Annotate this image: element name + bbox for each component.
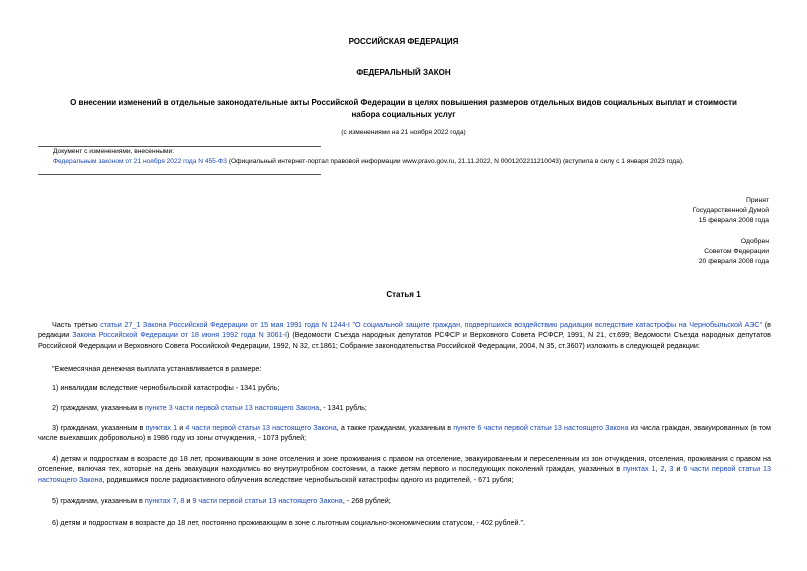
amendment-note: (с изменениями на 21 ноября 2022 года): [341, 129, 466, 136]
approved-body: Советом Федерации: [704, 248, 769, 256]
law-title: О внесении изменений в отдельные законодательные акты Российской Федерации в целях повышения размеров отдельных видов социальных выплат и стоимости набора социальных услуг: [70, 98, 737, 119]
item-2-link[interactable]: пункте 3 части первой статьи 13 настоящего Закона: [144, 403, 320, 412]
item-4-text-2: ,: [655, 464, 661, 474]
intro-text-1: Часть третью: [52, 320, 101, 329]
intro-text-3: ) (Ведомости Съезда народных депутатов РСФСР и Верховного Совета РСФСР, 1991, N 21, ст.699; Ведомости Съезда народных депутатов Российской Федерации и Верховного Совета Российской Федерации, 1992, N 32, ст.1861; Собрание законодательства Российской Федерации, 2004, N 35, ст.3607) изложить в следующей редакции:: [38, 330, 771, 350]
adopted-line: Принят: [745, 197, 769, 204]
item-5-link-3[interactable]: 9 части первой статьи 13 настоящего Закона: [192, 496, 343, 505]
approved-block: [699, 237, 769, 268]
article-title: Статья 1: [386, 290, 421, 299]
intro-text-2: (в редакции: [38, 320, 771, 340]
item-5-text-2: ,: [176, 496, 181, 505]
item-3-text-2: и: [177, 423, 186, 432]
item-1: 1) инвалидам вследствие чернобыльской катастрофы - 1341 рубль;: [52, 383, 280, 392]
paragraph-intro: [38, 320, 771, 351]
item-4-link-4[interactable]: 6 части первой статьи 13 настоящего Закона: [38, 464, 772, 484]
item-4-link-2[interactable]: 2: [660, 464, 665, 474]
item-4-text-1: 4) детям и подросткам в возрасте до 18 лет, проживающим в зоне отселения и зоне проживания с правом на отселение, эвакуированным и переселенным из зон отчуждения, отселения, проживания с правом на отселение, включая тех, которые на день эвакуации находились во внутриутробном состоянии, а также детям первого и последующих поколений граждан, указанных в: [38, 454, 771, 474]
item-4-text-3: ,: [664, 464, 670, 474]
item-4: [38, 454, 771, 485]
item-4-link-1[interactable]: пунктах 1: [623, 464, 656, 474]
adopted-body: Государственной Думой: [692, 207, 769, 215]
item-6: 6) детям и подросткам в возрасте до 18 лет, постоянно проживающим в зоне с льготным социально-экономическим статусом, - 402 рублей.".: [52, 518, 526, 527]
item-3-text-3: , а также гражданам, указанным в: [336, 423, 454, 432]
adopted-block: [693, 196, 769, 227]
item-3-link-3[interactable]: пункте 6 части первой статьи 13 настоящего Закона: [453, 423, 629, 432]
item-5-link-2[interactable]: 8: [180, 496, 185, 505]
changes-label: Документ с изменениями, внесенными:: [53, 148, 175, 155]
item-3: [38, 423, 771, 444]
item-4-link-3[interactable]: 3: [669, 464, 674, 474]
item-3-link-1[interactable]: пунктах 1: [145, 423, 178, 432]
changes-box: [53, 147, 793, 166]
approved-date: 20 февраля 2008 года: [698, 258, 769, 266]
adopted-date: 15 февраля 2008 года: [698, 217, 769, 225]
law-type-heading: ФЕДЕРАЛЬНЫЙ ЗАКОН: [356, 68, 451, 77]
item-5-text-4: , - 268 рублей;: [342, 496, 391, 505]
changes-bottom-divider: [38, 174, 321, 175]
changes-text: [53, 157, 793, 167]
item-2-text-1: 2) гражданам, указанным в: [52, 403, 145, 412]
item-5: [38, 496, 771, 506]
item-3-text-4: из числа граждан, эвакуированных (в том числе выехавших добровольно) в 1986 году из зоны отчуждения, - 1073 рублей;: [38, 423, 771, 443]
law-1244-link[interactable]: статьи 27_1 Закона Российской Федерации от 15 мая 1991 года N 1244-I "О социальной защите граждан, подвергшихся воздействию радиации вследствие катастрофы на Чернобыльской АЭС": [100, 320, 763, 329]
item-5-text-1: 5) гражданам, указанным в: [52, 496, 145, 505]
changes-rest: (Официальный интернет-портал правовой информации www.pravo.gov.ru, 21.11.2022, N 0001202211210043) (вступила в силу с 1 января 2023 года).: [227, 157, 684, 165]
item-5-link-1[interactable]: пунктах 7: [144, 496, 177, 505]
item-4-text-5: , родившимся после радиоактивного облучения вследствие чернобыльской катастрофы одного из родителей, - 671 рубля;: [102, 474, 514, 484]
item-5-text-3: и: [184, 496, 193, 505]
item-3-text-1: 3) гражданам, указанным в: [52, 423, 146, 432]
approved-line: Одобрен: [740, 238, 769, 245]
law-3061-link[interactable]: Закона Российской Федерации от 18 июня 1992 года N 3061-I: [72, 330, 288, 340]
changes-law-link[interactable]: Федеральным законом от 21 ноября 2022 года N 455-ФЗ: [53, 157, 228, 165]
item-4-text-4: и: [673, 464, 684, 474]
country-heading: РОССИЙСКАЯ ФЕДЕРАЦИЯ: [348, 37, 459, 46]
item-2: [38, 403, 771, 413]
paragraph-monthly: "Ежемесячная денежная выплата устанавливается в размере:: [52, 364, 262, 373]
item-2-text-2: , - 1341 рубль;: [319, 403, 367, 412]
item-3-link-2[interactable]: 4 части первой статьи 13 настоящего Закона: [185, 423, 337, 432]
